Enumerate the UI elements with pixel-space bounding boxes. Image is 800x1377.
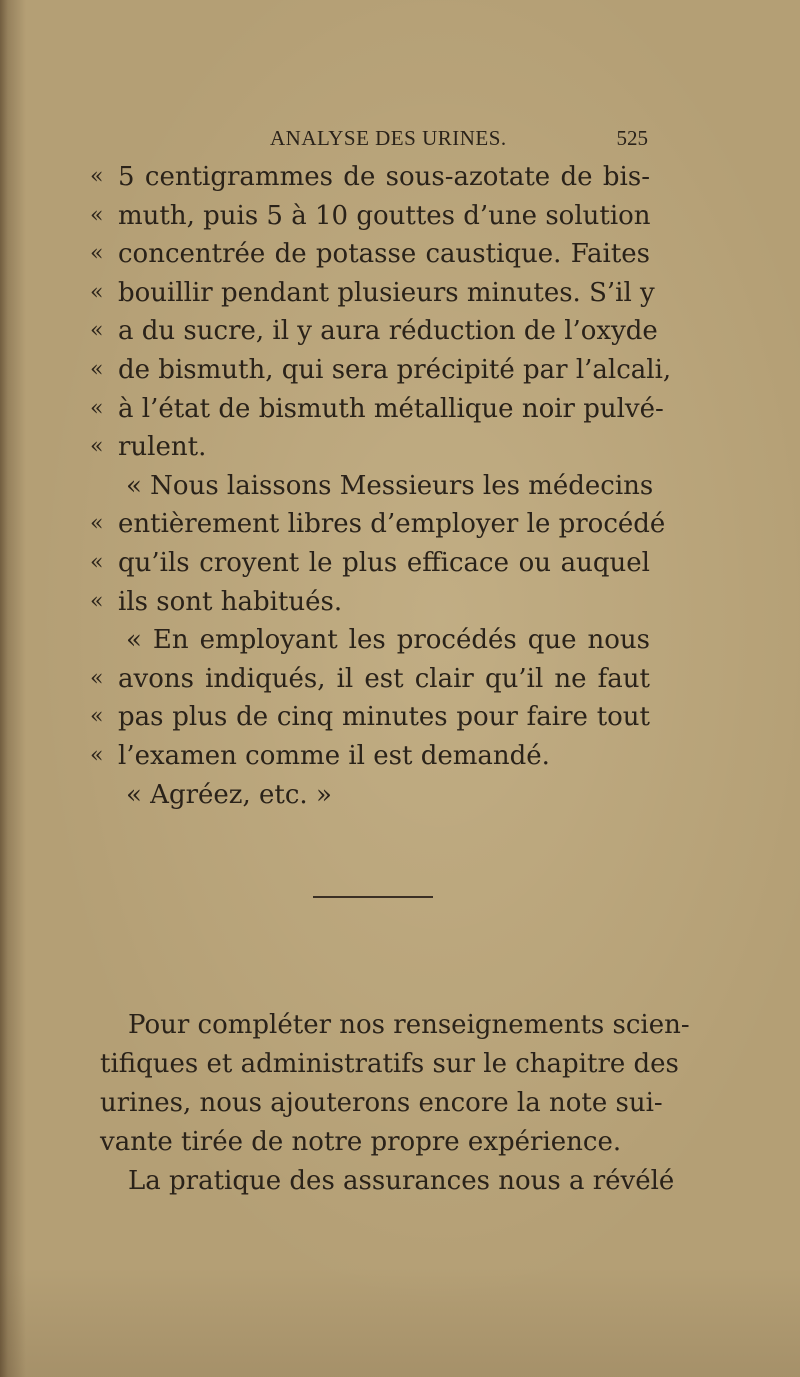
quoted-line bbox=[90, 312, 658, 351]
running-head: ANALYSE DES URINES. bbox=[270, 126, 507, 150]
quoted-line-text: concentrée de potasse caustique. Faites bbox=[118, 239, 650, 270]
quoted-line bbox=[90, 660, 650, 699]
quoted-line-text: a du sucre, il y aura réduction de l’oxyde bbox=[118, 316, 658, 347]
quoted-line-text: rulent. bbox=[118, 432, 207, 463]
quoted-line-text: ils sont habitués. bbox=[118, 586, 343, 617]
quoted-line bbox=[90, 235, 650, 274]
quoted-line-text: « Agréez, etc. » bbox=[126, 779, 332, 810]
quote-mark: « bbox=[90, 434, 104, 460]
quoted-line-text: muth, puis 5 à 10 gouttes d’une solution bbox=[118, 200, 651, 231]
paragraph-line: urines, nous ajouterons encore la note sui- bbox=[100, 1088, 663, 1118]
paragraph-line: La pratique des assurances nous a révélé bbox=[128, 1166, 675, 1196]
quoted-line bbox=[90, 274, 655, 313]
quoted-line-text: bouillir pendant plusieurs minutes. S’il y bbox=[118, 277, 655, 308]
quoted-line-text: l’examen comme il est demandé. bbox=[118, 740, 550, 771]
body-paragraph bbox=[100, 1006, 690, 1201]
quoted-line-text: « En employant les procédés que nous bbox=[126, 625, 650, 656]
quoted-line-text: avons indiqués, il est clair qu’il ne faut bbox=[118, 663, 650, 694]
quote-mark: « bbox=[90, 279, 104, 305]
quoted-line-text: qu’ils croyent le plus efficace ou auquel bbox=[118, 547, 650, 578]
quoted-line bbox=[90, 197, 650, 236]
quote-mark: « bbox=[90, 395, 104, 421]
quote-mark: « bbox=[90, 202, 104, 228]
quoted-line bbox=[90, 737, 650, 776]
quoted-line-text: de bismuth, qui sera précipité par l’alcali, bbox=[118, 354, 672, 385]
quoted-line bbox=[90, 467, 654, 506]
quoted-line bbox=[90, 776, 650, 815]
quoted-line-text: à l’état de bismuth métallique noir pulvé- bbox=[118, 393, 664, 424]
quote-mark: « bbox=[90, 742, 104, 768]
quoted-line bbox=[90, 698, 650, 737]
page-number: 525 bbox=[616, 126, 648, 150]
quote-mark: « bbox=[90, 549, 104, 575]
quoted-line bbox=[90, 351, 672, 390]
quote-mark: « bbox=[90, 241, 104, 267]
quote-mark: « bbox=[90, 511, 104, 537]
quoted-line bbox=[90, 158, 650, 197]
quoted-line bbox=[90, 428, 650, 467]
quote-mark: « bbox=[90, 318, 104, 344]
quoted-line-text: entièrement libres d’employer le procédé bbox=[118, 509, 666, 540]
section-divider bbox=[313, 896, 433, 898]
paragraph-line: Pour compléter nos renseignements scien- bbox=[128, 1010, 690, 1040]
quoted-line bbox=[90, 583, 650, 622]
quoted-line-text: « Nous laissons Messieurs les médecins bbox=[126, 470, 654, 501]
quoted-line-text: 5 centigrammes de sous-azotate de bis- bbox=[118, 162, 650, 192]
paragraph-line: vante tirée de notre propre expérience. bbox=[100, 1127, 622, 1157]
quote-mark: « bbox=[90, 164, 104, 189]
quote-mark: « bbox=[90, 356, 104, 382]
paragraph-line: tifiques et administratifs sur le chapitre des bbox=[100, 1049, 679, 1079]
quote-mark: « bbox=[90, 704, 104, 730]
quoted-line bbox=[90, 621, 650, 660]
quoted-line bbox=[90, 390, 664, 429]
quote-mark: « bbox=[90, 665, 104, 691]
quoted-line bbox=[90, 544, 650, 583]
page-header bbox=[100, 118, 648, 158]
quote-mark: « bbox=[90, 588, 104, 614]
quoted-line bbox=[90, 505, 666, 544]
quoted-letter bbox=[90, 158, 672, 814]
quoted-line-text: pas plus de cinq minutes pour faire tout bbox=[118, 702, 650, 733]
